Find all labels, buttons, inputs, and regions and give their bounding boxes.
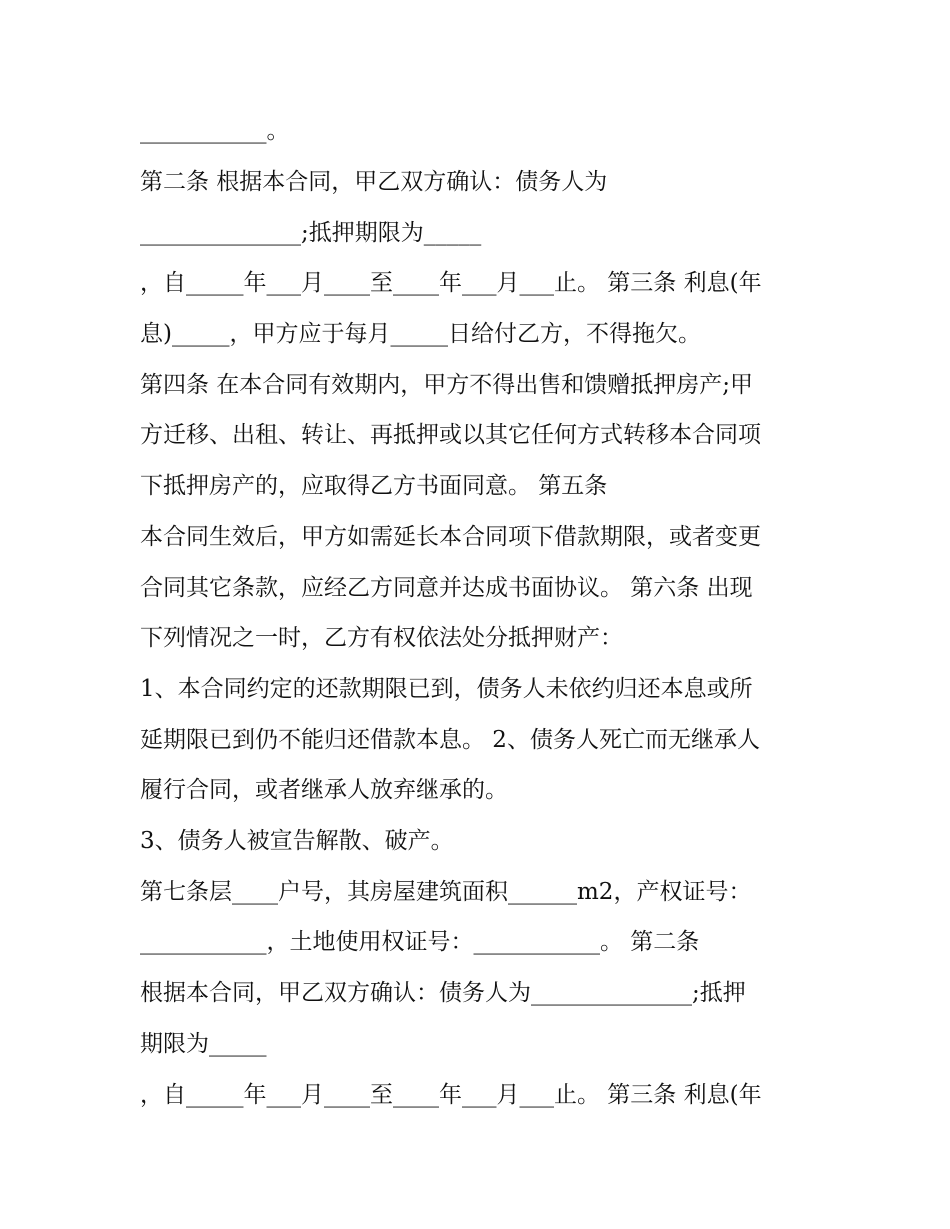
text-line: 合同其它条款，应经乙方同意并达成书面协议。 第六条 出现 — [140, 575, 753, 601]
text-line: 履行合同，或者继承人放弃继承的。 — [140, 777, 508, 803]
text-line: 下列情况之一时，乙方有权依法处分抵押财产： — [140, 625, 623, 651]
text-line: ___________。 — [140, 118, 290, 144]
text-line: 方迁移、出租、转让、再抵押或以其它任何方式转移本合同项 — [140, 422, 761, 448]
text-line: 3、债务人被宣告解散、破产。 — [140, 828, 454, 854]
text-line: 下抵押房产的，应取得乙方书面同意。 第五条 — [140, 473, 608, 499]
text-line: 延期限已到仍不能归还借款本息。 2、债务人死亡而无继承人 — [140, 727, 760, 753]
text-line: 1、本合同约定的还款期限已到，债务人未依约归还本息或所 — [140, 676, 753, 702]
text-line: 第四条 在本合同有效期内，甲方不得出售和馈赠抵押房产;甲 — [140, 372, 754, 398]
text-line: 第七条层____户号，其房屋建筑面积______m2，产权证号： — [140, 879, 752, 905]
text-line: 本合同生效后，甲方如需延长本合同项下借款期限，或者变更 — [140, 524, 761, 550]
text-line: ___________，土地使用权证号：___________。 第二条 — [140, 929, 700, 955]
text-line: 根据本合同，甲乙双方确认：债务人为______________;抵押 — [140, 980, 746, 1006]
text-line: ，自_____年___月____至____年___月___止。 第三条 利息(年 — [140, 1082, 762, 1108]
text-line: ，自_____年___月____至____年___月___止。 第三条 利息(年 — [140, 270, 762, 296]
text-line: 第二条 根据本合同，甲乙双方确认：债务人为 — [140, 169, 608, 195]
text-line: 息)_____，甲方应于每月_____日给付乙方，不得拖欠。 — [140, 321, 701, 347]
text-line: ______________;抵押期限为_____ — [140, 220, 482, 246]
text-line: 期限为_____ — [140, 1031, 267, 1057]
